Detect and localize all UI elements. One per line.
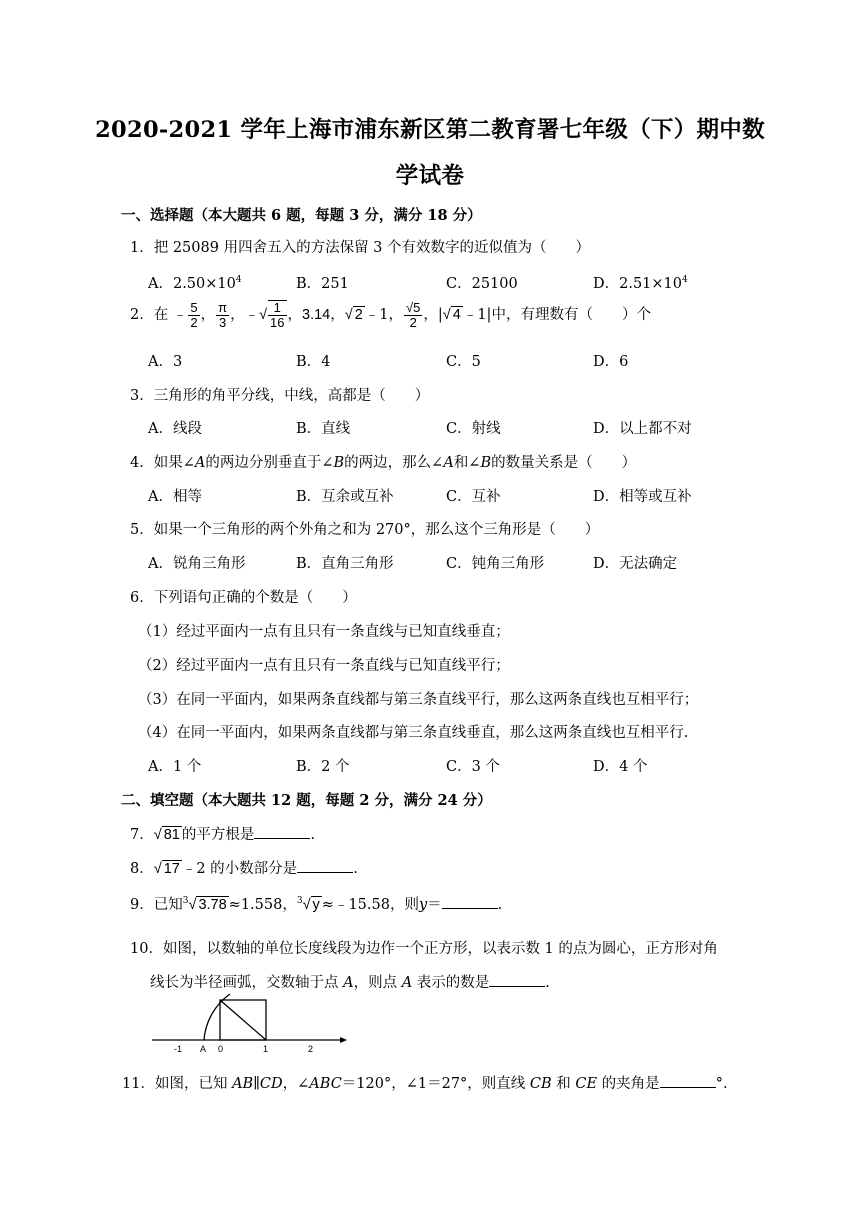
q4-option-a: A．相等	[148, 489, 202, 505]
exam-title-line2: 学试卷	[395, 163, 465, 189]
section-choice-heading: 一、选择题（本大题共 6 题，每题 3 分，满分 18 分）	[121, 207, 482, 224]
q2-option-a: A．3	[148, 354, 183, 370]
sqrt-1-16: $\frac{1}{16}$	[270, 300, 285, 330]
q8-stem: 8．√ 17 ﹣2 的小数部分是 .	[130, 857, 358, 878]
q2-option-d: D．6	[593, 354, 629, 370]
q6-option-c: C．3 个	[446, 759, 500, 775]
q5-option-b: B．直角三角形	[296, 556, 394, 572]
tick-label-0: 0	[218, 1044, 224, 1054]
q11-stem: 11．如图，已知 AB∥CD，∠ABC＝120°，∠1＝27°，则直线 CB 和 CE 的夹角是 °.	[122, 1072, 728, 1093]
q3-option-c: C．射线	[446, 421, 501, 437]
q4-option-c: C．互补	[446, 489, 501, 505]
q3-option-b: B．直线	[296, 421, 351, 437]
q8-answer-blank	[297, 858, 353, 873]
exam-title-line1: 2020-2021 学年上海市浦东新区第二教育署七年级（下）期中数	[95, 117, 765, 143]
q6-statement-3: （3）在同一平面内，如果两条直线都与第三条直线平行，那么这两条直线也互相平行；	[138, 692, 699, 708]
fraction-5-2: $\frac{5}{2}$	[190, 299, 198, 330]
q7-stem: 7．√ 81 的平方根是 .	[130, 823, 315, 844]
q10-line1: 10．如图，以数轴的单位长度线段为边作一个正方形，以表示数 1 的点为圆心，正方形对角	[130, 941, 718, 957]
q4-stem: 4．如果∠A的两边分别垂直于∠B的两边，那么∠A和∠B的数量关系是（ ）	[130, 455, 637, 471]
fraction-sqrt5-2: $\frac{√5}{2}$	[406, 299, 421, 330]
q5-stem: 5．如果一个三角形的两个外角之和为 270°，那么这个三角形是（ ）	[130, 522, 600, 538]
q6-statement-2: （2）经过平面内一点有且只有一条直线与已知直线平行；	[138, 658, 510, 674]
q6-option-d: D．4 个	[593, 759, 648, 775]
q5-option-a: A．锐角三角形	[148, 556, 246, 572]
q1-option-a: A．$2.50\times 10^4$	[148, 275, 242, 292]
q2-option-b: B．4	[296, 354, 331, 370]
q3-stem: 3．三角形的角平分线，中线，高都是（ ）	[130, 388, 430, 404]
number-line-figure	[150, 990, 350, 1058]
tick-label-neg1: -1	[174, 1044, 183, 1054]
q5-option-d: D．无法确定	[593, 556, 678, 572]
q4-option-b: B．互余或互补	[296, 489, 394, 505]
square-diagonal	[220, 1000, 266, 1040]
q6-stem: 6．下列语句正确的个数是（ ）	[130, 590, 357, 606]
compass-arc	[204, 994, 230, 1040]
q6-option-a: A．1 个	[148, 759, 202, 775]
axis-arrow	[340, 1037, 347, 1043]
q6-statement-1: （1）经过平面内一点有且只有一条直线与已知直线垂直；	[138, 624, 510, 640]
q1-option-b: B．251	[296, 276, 349, 292]
q10-line2: 线长为半径画弧，交数轴于点 A，则点 A 表示的数是 .	[150, 971, 550, 992]
q6-option-b: B．2 个	[296, 759, 350, 775]
q11-answer-blank	[660, 1073, 716, 1088]
q4-option-d: D．相等或互补	[593, 489, 692, 505]
q3-option-a: A．线段	[148, 421, 202, 437]
q9-stem: 9．已知$^3$√ 3.78 ≈1.558，$^3$√ y ≈﹣15.58，则y＝ .	[130, 893, 502, 914]
q2-stem: 2．在 ﹣ $\frac{5}{2}$ ， $\frac{\pi}{3}$ ，﹣√ $\frac{1}{16}$ ，3.14，√ 2 ﹣1， $\frac{√5}{2}$ ，|√ 4 ﹣1|中，有理数有（ ）个	[130, 299, 651, 330]
q5-option-c: C．钝角三角形	[446, 556, 545, 572]
q10-answer-blank	[489, 972, 545, 987]
repeating-decimal: 3.14	[302, 307, 331, 323]
q1-option-d: D．$2.51\times 10^4$	[593, 275, 688, 292]
q2-option-c: C．5	[446, 354, 481, 370]
q1-option-c: C．25100	[446, 276, 518, 292]
q7-answer-blank	[254, 824, 310, 839]
fraction-pi-3: $\frac{\pi}{3}$	[218, 299, 228, 330]
q9-answer-blank	[442, 894, 498, 909]
section-fill-heading: 二、填空题（本大题共 12 题，每题 2 分，满分 24 分）	[121, 792, 492, 809]
q3-option-d: D．以上都不对	[593, 421, 692, 437]
tick-label-1: 1	[263, 1044, 269, 1054]
q6-statement-4: （4）在同一平面内，如果两条直线都与第三条直线垂直，那么这两条直线也互相平行.	[138, 725, 689, 741]
tick-label-A: A	[200, 1044, 207, 1054]
q1-stem: 1．把 25089 用四舍五入的方法保留 3 个有效数字的近似值为（ ）	[130, 240, 591, 256]
tick-label-2: 2	[308, 1044, 314, 1054]
